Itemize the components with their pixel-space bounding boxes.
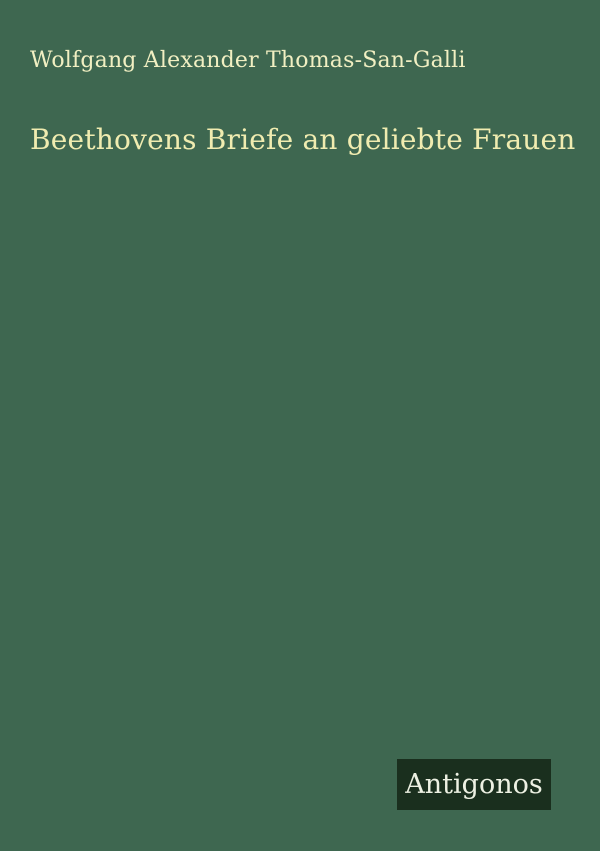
publisher-name: Antigonos — [405, 769, 543, 800]
publisher-logo-box — [397, 759, 551, 810]
author-name: Wolfgang Alexander Thomas-San-Galli — [30, 48, 466, 73]
book-title: Beethovens Briefe an geliebte Frauen — [30, 123, 576, 156]
